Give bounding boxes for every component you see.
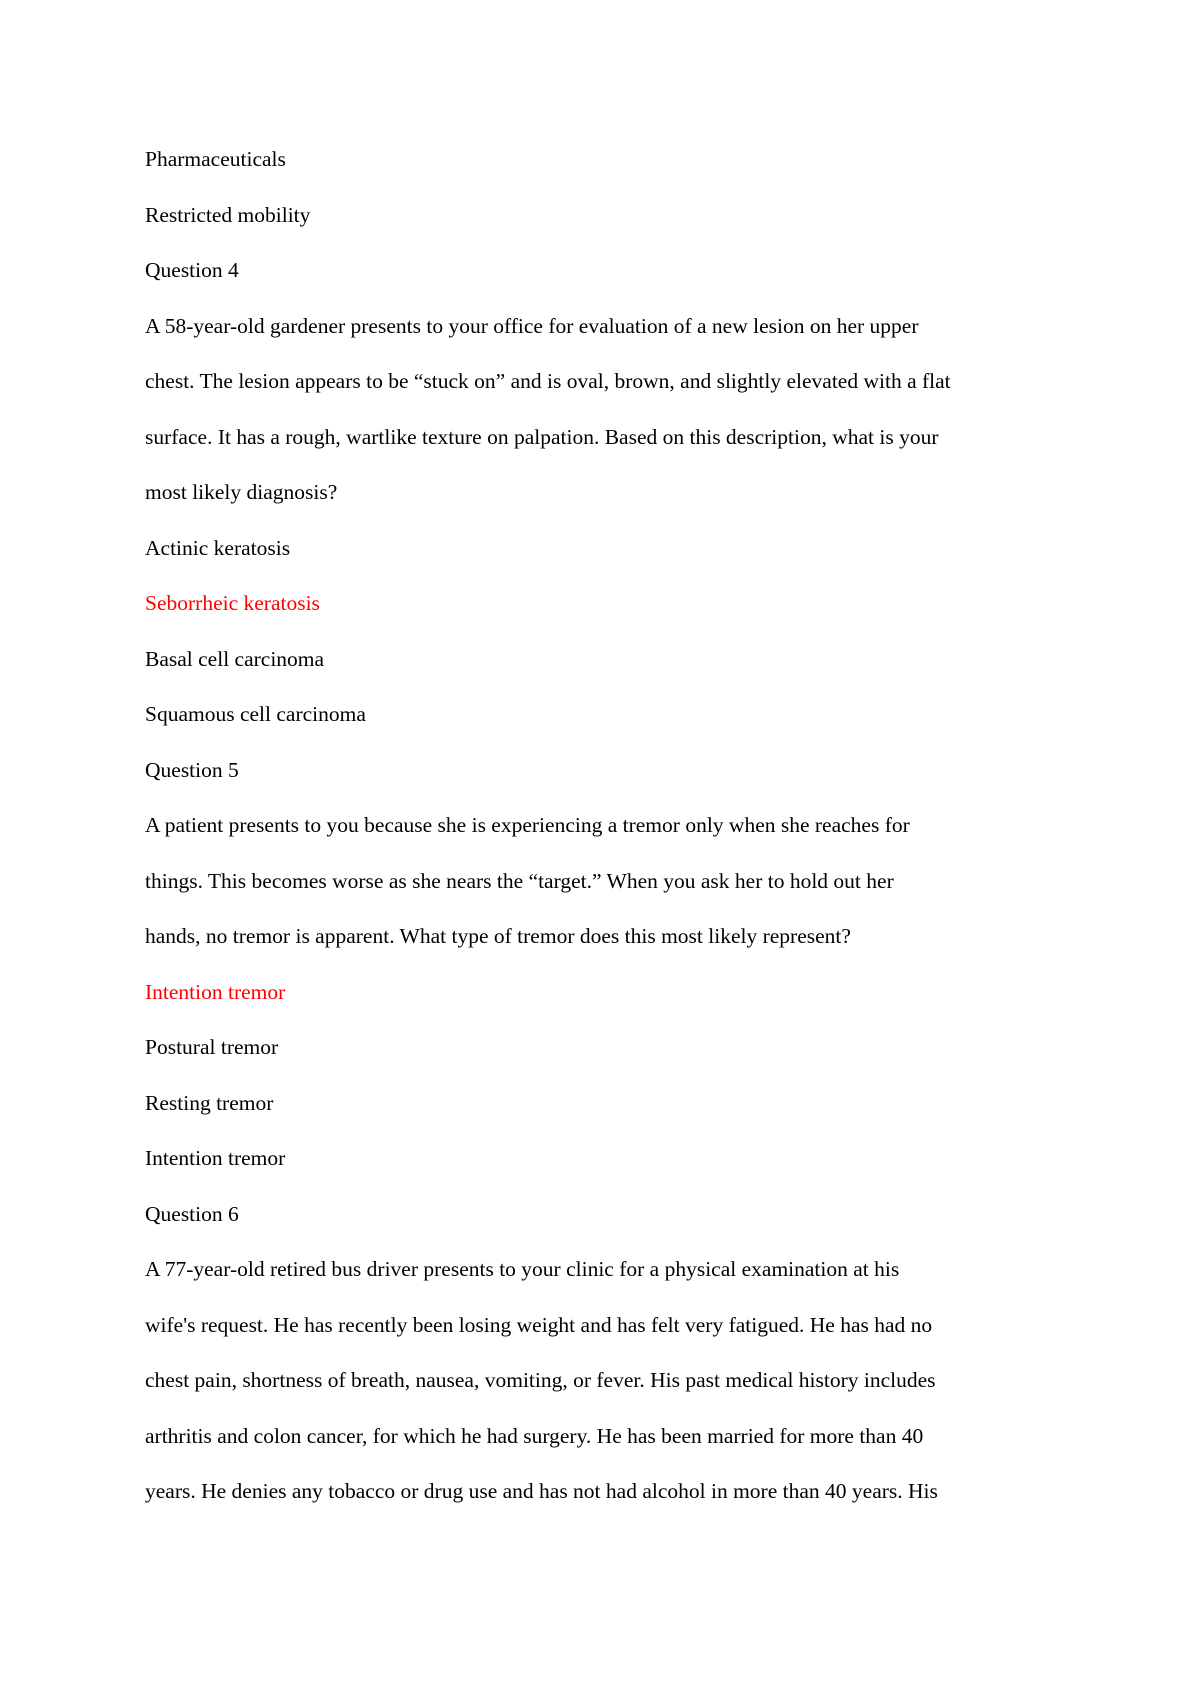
- question-heading: Question 6: [145, 1201, 239, 1226]
- question-text-line: arthritis and colon cancer, for which he had surgery. He has been married for more than 40: [145, 1423, 924, 1448]
- option-line: Squamous cell carcinoma: [145, 702, 366, 726]
- question-heading: Question 4: [145, 258, 239, 282]
- question-text-line: things. This becomes worse as she nears the “target.” When you ask her to hold out her: [145, 868, 894, 893]
- correct-answer-line: Intention tremor: [145, 979, 286, 1004]
- page-content: [145, 132, 1065, 1520]
- question-heading: Question 5: [145, 757, 239, 782]
- question-text-line: chest. The lesion appears to be “stuck on” and is oval, brown, and slightly elevated with a flat: [145, 369, 951, 393]
- option-line: Restricted mobility: [145, 202, 311, 227]
- question-text-line: chest pain, shortness of breath, nausea, vomiting, or fever. His past medical history includes: [145, 1368, 936, 1392]
- question-text-line: A 58-year-old gardener presents to your office for evaluation of a new lesion on her upper: [145, 313, 919, 338]
- option-line: Resting tremor: [145, 1090, 274, 1115]
- question-text-line: wife's request. He has recently been losing weight and has felt very fatigued. He has had no: [145, 1312, 933, 1337]
- question-text-line: most likely diagnosis?: [145, 480, 338, 504]
- question-text-line: hands, no tremor is apparent. What type of tremor does this most likely represent?: [145, 924, 851, 948]
- question-text-line: A 77-year-old retired bus driver presents to your clinic for a physical examination at his: [145, 1257, 900, 1281]
- option-line: Pharmaceuticals: [145, 147, 286, 171]
- question-text-line: years. He denies any tobacco or drug use and has not had alcohol in more than 40 years. His: [145, 1479, 938, 1503]
- option-line: Actinic keratosis: [145, 535, 291, 560]
- option-line: Intention tremor: [145, 1146, 286, 1170]
- option-line: Postural tremor: [145, 1035, 279, 1059]
- question-text-line: surface. It has a rough, wartlike texture on palpation. Based on this description, what is your: [145, 424, 939, 449]
- option-line: Basal cell carcinoma: [145, 646, 325, 671]
- question-text-line: A patient presents to you because she is experiencing a tremor only when she reaches for: [145, 813, 910, 837]
- correct-answer-line: Seborrheic keratosis: [145, 591, 320, 615]
